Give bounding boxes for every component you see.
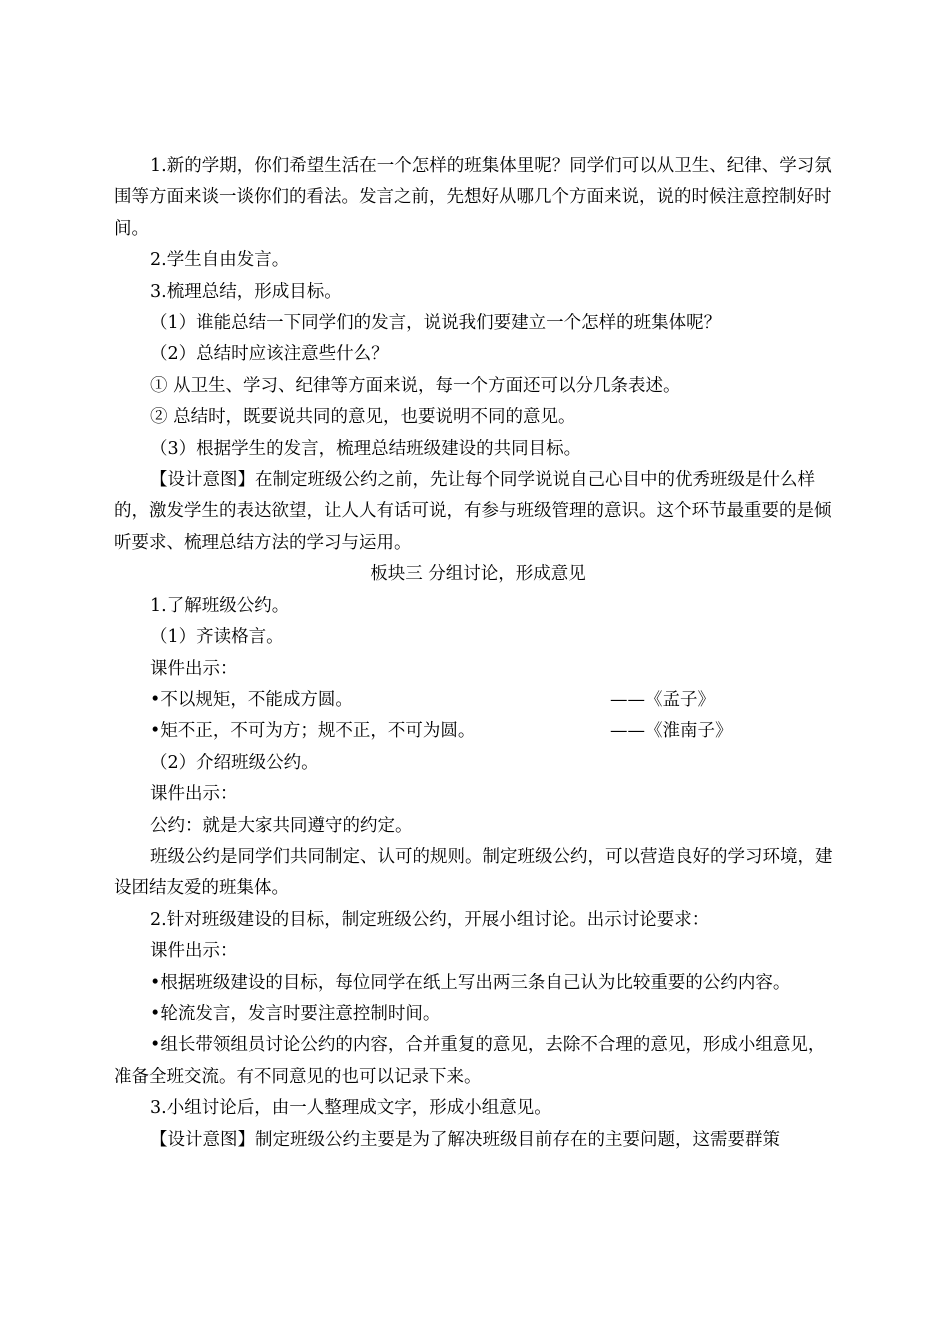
paragraph: 1.了解班级公约。 — [150, 595, 290, 616]
paragraph: 班级公约是同学们共同制定、认可的规则。制定班级公约，可以营造良好的学习环境，建设团结友爱的班集体。 — [114, 846, 833, 899]
quote-text: •不以规矩，不能成方圆。 — [150, 689, 353, 710]
paragraph: 3.小组讨论后，由一人整理成文字，形成小组意见。 — [150, 1098, 552, 1119]
bullet-item: •轮流发言，发言时要注意控制时间。 — [150, 1003, 441, 1024]
paragraph: （3）根据学生的发言，梳理总结班级建设的共同目标。 — [150, 438, 582, 459]
paragraph: 1.新的学期，你们希望生活在一个怎样的班集体里呢？同学们可以从卫生、纪律、学习氛围等方面来谈一谈你们的看法。发言之前，先想好从哪几个方面来说，说的时候注意控制好时间。 — [114, 156, 832, 239]
bullet-item: •根据班级建设的目标，每位同学在纸上写出两三条自己认为比较重要的公约内容。 — [150, 972, 791, 993]
quote-line — [114, 716, 842, 747]
quote-source: ——《淮南子》 — [610, 721, 733, 742]
paragraph: （1）谁能总结一下同学们的发言，说说我们要建立一个怎样的班集体呢？ — [150, 313, 722, 334]
paragraph: ② 总结时，既要说共同的意见，也要说明不同的意见。 — [150, 407, 576, 428]
paragraph: 课件出示： — [150, 658, 238, 679]
quote-line — [114, 685, 842, 716]
quote-source: ——《孟子》 — [610, 689, 715, 710]
paragraph: （1）齐读格言。 — [150, 627, 284, 648]
paragraph: 课件出示： — [150, 784, 238, 805]
paragraph: 课件出示： — [150, 941, 238, 962]
paragraph: （2）介绍班级公约。 — [150, 752, 319, 773]
section-heading: 板块三 分组讨论，形成意见 — [370, 564, 586, 585]
document-body — [114, 151, 842, 1156]
quote-text: •矩不正，不可为方；规不正，不可为圆。 — [150, 721, 476, 742]
design-intent-paragraph: 【设计意图】制定班级公约主要是为了解决班级目前存在的主要问题，这需要群策 — [150, 1129, 780, 1150]
paragraph: 公约：就是大家共同遵守的约定。 — [150, 815, 413, 836]
paragraph: 2.针对班级建设的目标，制定班级公约，开展小组讨论。出示讨论要求： — [150, 909, 710, 930]
paragraph: 3.梳理总结，形成目标。 — [150, 281, 342, 302]
paragraph: ① 从卫生、学习、纪律等方面来说，每一个方面还可以分几条表述。 — [150, 375, 681, 396]
bullet-item: •组长带领组员讨论公约的内容，合并重复的意见，去除不合理的意见，形成小组意见，准备全班交流。有不同意见的也可以记录下来。 — [114, 1035, 826, 1087]
paragraph: （2）总结时应该注意些什么？ — [150, 344, 389, 365]
paragraph: 2.学生自由发言。 — [150, 250, 290, 271]
design-intent-paragraph: 【设计意图】在制定班级公约之前，先让每个同学说说自己心目中的优秀班级是什么样的，激发学生的表达欲望，让人人有话可说，有参与班级管理的意识。这个环节最重要的是倾听要求、梳理总结方法的学习与运用。 — [114, 470, 832, 553]
